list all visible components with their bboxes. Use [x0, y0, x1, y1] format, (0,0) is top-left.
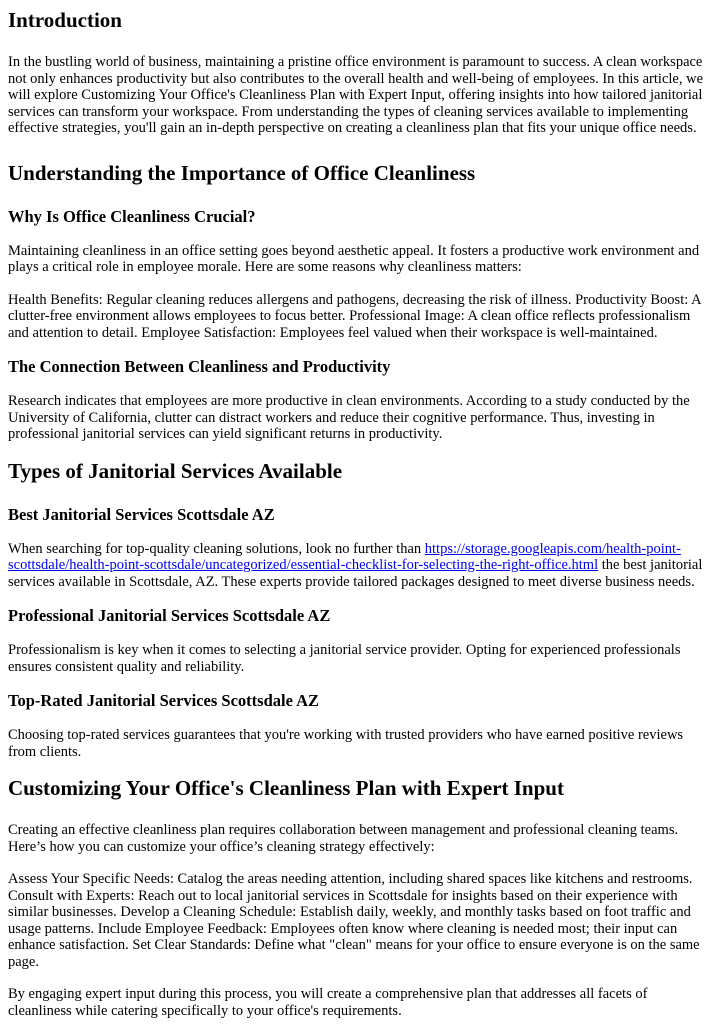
customizing-heading: Customizing Your Office's Cleanliness Plan with Expert Input	[8, 776, 564, 800]
scottsdale-checklist-link[interactable]: https://storage.googleapis.com/health-point-scottsdale/health-point-scottsdale/uncategorized/essential-checklist-for-selecting-the-right-office.html	[8, 540, 681, 573]
why-paragraph-2: Health Benefits: Regular cleaning reduces allergens and pathogens, decreasing the risk of illness. Productivity Boost: A clutter-free environment allows employees to focus better. Professional Image: A clean office reflects professionalism and attention to detail. Employee Satisfaction: Employees feel valued when their workspace is well-maintained.	[8, 291, 701, 341]
intro-paragraph: In the bustling world of business, maintaining a pristine office environment is paramount to success. A clean workspace not only enhances productivity but also contributes to the overall health and well-being of employees. In this article, we will explore Customizing Your Office's Cleanliness Plan with Expert Input, offering insights into how tailored janitorial services can transform your workspace. From understanding the types of cleaning services available to implementing effective strategies, you'll gain an in-depth perspective on creating a cleanliness plan that fits your unique office needs.	[8, 54, 704, 136]
best-text-before-link: When searching for top-quality cleaning solutions, look no further than	[8, 540, 425, 557]
importance-heading: Understanding the Importance of Office Cleanliness	[8, 160, 476, 185]
connection-paragraph: Research indicates that employees are more productive in clean environments. According to a study conducted by the University of California, clutter can distract workers and reduce their cognitive performance. Thus, investing in professional janitorial services can yield significant returns in productivity.	[8, 393, 690, 442]
why-paragraph-1: Maintaining cleanliness in an office setting goes beyond aesthetic appeal. It fosters a productive work environment and plays a critical role in employee morale. Here are some reasons why cleanliness matters:	[8, 242, 700, 275]
customizing-paragraph-2: Assess Your Specific Needs: Catalog the areas needing attention, including shared spaces like kitchens and restrooms. Consult with Experts: Reach out to local janitorial services in Scottsdale for insights based on their experience with similar businesses. Develop a Cleaning Schedule: Establish daily, weekly, and monthly tasks based on foot traffic and usage patterns. Include Employee Feedback: Employees often know where cleaning is needed most; their input can enhance satisfaction. Set Clear Standards: Define what "clean" means for your office to ensure everyone is on the same page.	[8, 871, 700, 970]
top-rated-paragraph: Choosing top-rated services guarantees that you're working with trusted providers who have earned positive reviews from clients.	[8, 727, 684, 760]
customizing-paragraph-3: By engaging expert input during this process, you will create a comprehensive plan that addresses all facets of cleanliness while catering specifically to your office's requirements.	[8, 986, 648, 1019]
article	[0, 8, 720, 1019]
intro-heading: Introduction	[8, 8, 122, 32]
best-text-after-link: the best janitorial services available in Scottsdale, AZ. These experts provide tailored packages designed to meet diverse business needs.	[8, 557, 703, 590]
top-rated-heading: Top-Rated Janitorial Services Scottsdale AZ	[8, 691, 320, 710]
best-paragraph	[8, 541, 712, 591]
types-heading: Types of Janitorial Services Available	[8, 458, 343, 483]
connection-heading: The Connection Between Cleanliness and Productivity	[8, 357, 391, 376]
professional-heading: Professional Janitorial Services Scottsdale AZ	[8, 606, 331, 625]
best-heading: Best Janitorial Services Scottsdale AZ	[8, 504, 275, 524]
professional-paragraph: Professionalism is key when it comes to selecting a janitorial service provider. Opting for experienced professionals ensures consistent quality and reliability.	[8, 642, 681, 675]
why-heading: Why Is Office Cleanliness Crucial?	[8, 206, 256, 226]
customizing-paragraph-1: Creating an effective cleanliness plan requires collaboration between management and professional cleaning teams. Here’s how you can customize your office’s cleaning strategy effectively:	[8, 822, 679, 855]
